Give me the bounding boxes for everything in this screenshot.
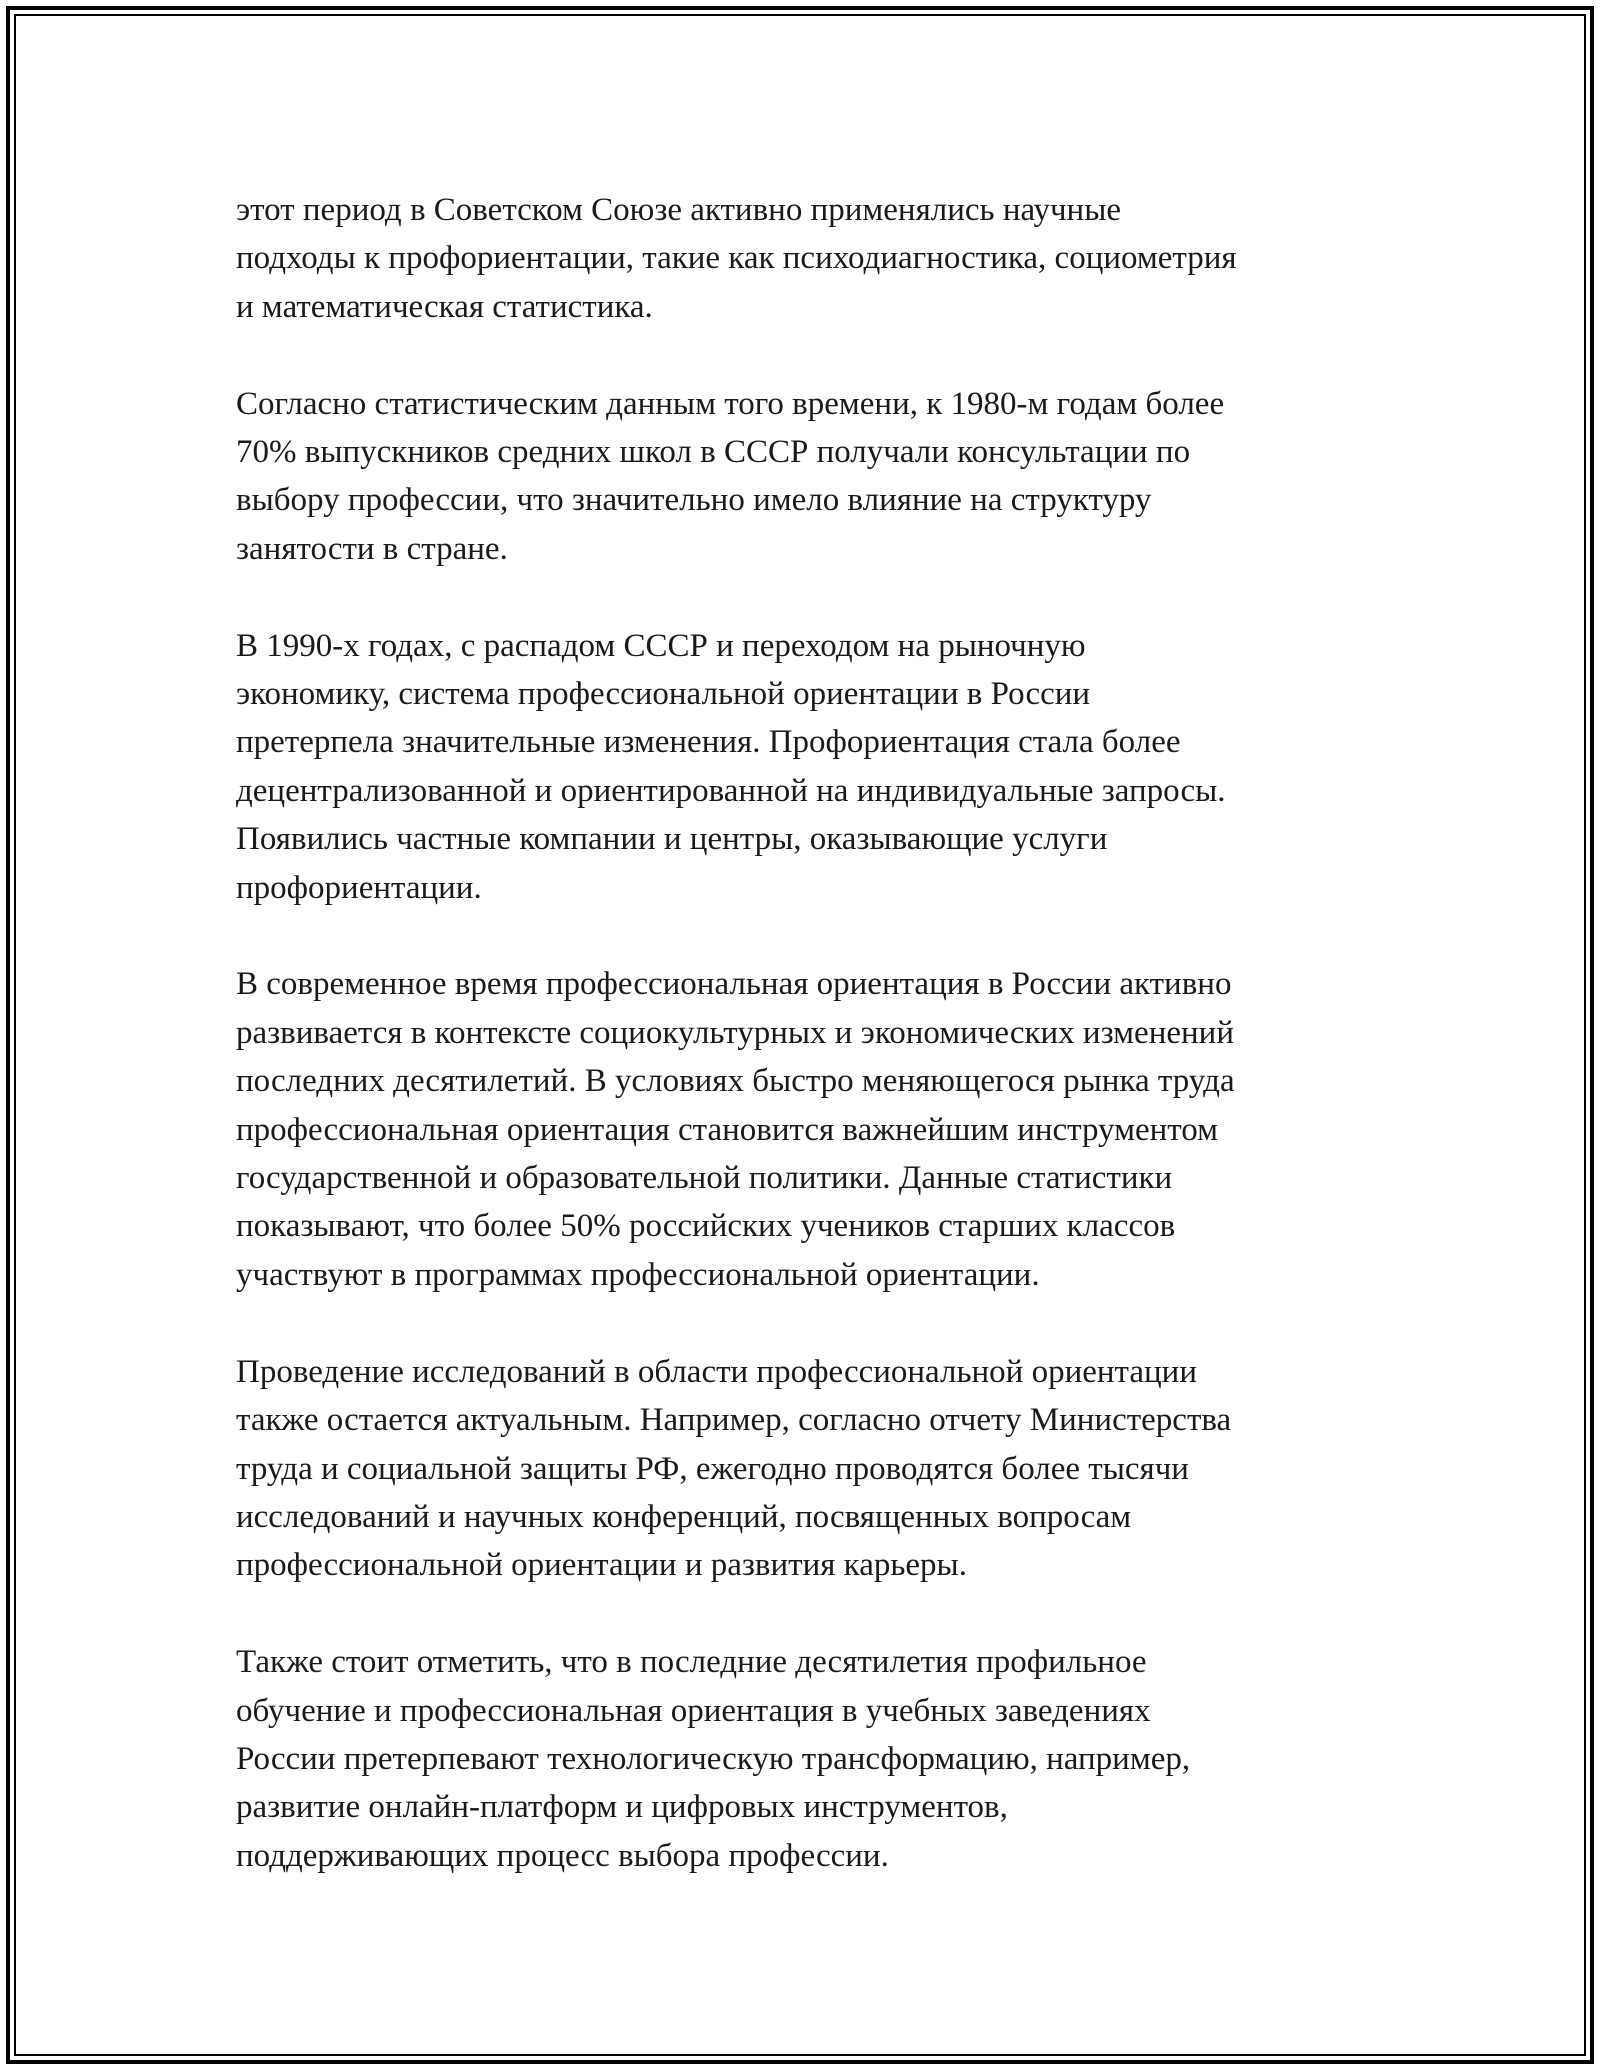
text-line: претерпела значительные изменения. Профориентация стала более — [236, 724, 1181, 761]
paragraph-2 — [236, 380, 1366, 574]
text-line: профессиональной ориентации и развития карьеры. — [236, 1547, 967, 1584]
text-line: экономику, система профессиональной ориентации в России — [236, 676, 1091, 713]
paragraph-4 — [236, 960, 1366, 1299]
text-line: 70% выпускников средних школ в СССР получали консультации по — [236, 434, 1191, 471]
text-line: поддерживающих процесс выбора профессии. — [236, 1837, 889, 1874]
document-body — [236, 186, 1366, 1929]
text-line: развивается в контексте социокультурных и экономических изменений — [236, 1014, 1234, 1051]
text-line: также остается актуальным. Например, согласно отчету Министерства — [236, 1402, 1232, 1439]
text-line: исследований и научных конференций, посвященных вопросам — [236, 1498, 1132, 1535]
paragraph-5 — [236, 1348, 1366, 1590]
text-line: участвуют в программах профессиональной ориентации. — [236, 1256, 1040, 1293]
text-line: показывают, что более 50% российских учеников старших классов — [236, 1208, 1176, 1245]
text-line: развитие онлайн-платформ и цифровых инструментов, — [236, 1789, 1008, 1826]
text-line: России претерпевают технологическую трансформацию, например, — [236, 1740, 1191, 1777]
paragraph-6 — [236, 1638, 1366, 1880]
text-line: Также стоит отметить, что в последние десятилетия профильное — [236, 1644, 1147, 1681]
text-line: подходы к профориентации, такие как психодиагностика, социометрия — [236, 240, 1237, 277]
text-line: В 1990-х годах, с распадом СССР и переходом на рыночную — [236, 627, 1086, 664]
paragraph-3 — [236, 622, 1366, 912]
text-line: и математическая статистика. — [236, 288, 653, 325]
text-line: обучение и профессиональная ориентация в учебных заведениях — [236, 1692, 1151, 1729]
text-line: Проведение исследований в области профессиональной ориентации — [236, 1353, 1197, 1390]
text-line: выбору профессии, что значительно имело влияние на структуру — [236, 482, 1152, 519]
text-line: профориентации. — [236, 869, 482, 906]
text-line: Согласно статистическим данным того времени, к 1980-м годам более — [236, 385, 1225, 422]
text-line: профессиональная ориентация становится важнейшим инструментом — [236, 1111, 1219, 1148]
text-line: последних десятилетий. В условиях быстро меняющегося рынка труда — [236, 1063, 1235, 1100]
text-line: децентрализованной и ориентированной на индивидуальные запросы. — [236, 772, 1226, 809]
text-line: труда и социальной защиты РФ, ежегодно проводятся более тысячи — [236, 1450, 1189, 1487]
text-line: занятости в стране. — [236, 530, 508, 567]
text-line: государственной и образовательной политики. Данные статистики — [236, 1160, 1173, 1197]
text-line: Появились частные компании и центры, оказывающие услуги — [236, 821, 1108, 858]
text-line: В современное время профессиональная ориентация в России активно — [236, 966, 1232, 1003]
paragraph-1 — [236, 186, 1366, 331]
text-line: этот период в Советском Союзе активно применялись научные — [236, 192, 1122, 228]
